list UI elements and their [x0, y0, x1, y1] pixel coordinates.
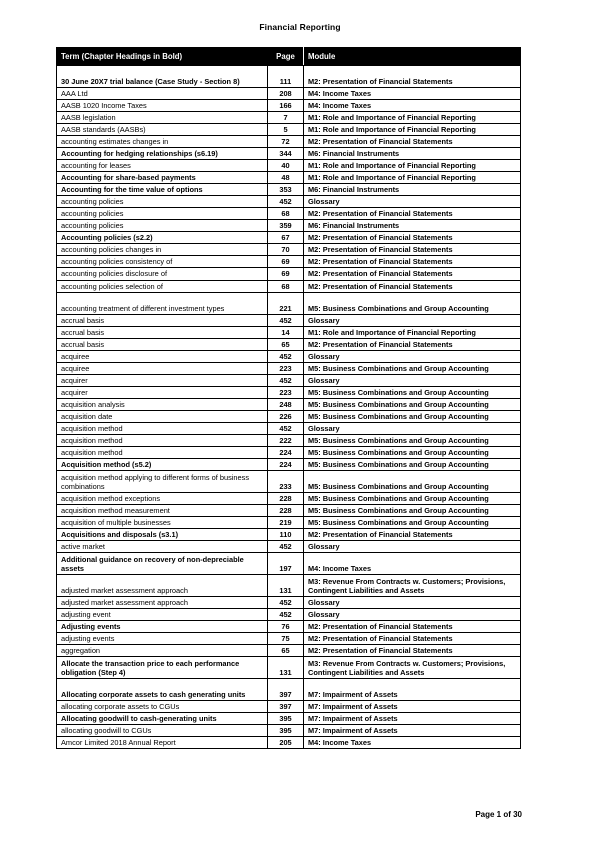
- table-row: [57, 529, 521, 541]
- cell-page: 452: [268, 609, 304, 621]
- table-row: [57, 314, 521, 326]
- cell-page: 69: [268, 268, 304, 280]
- cell-term: Accounting policies (s2.2): [57, 232, 268, 244]
- cell-term: acquisition method: [57, 422, 268, 434]
- table-row: [57, 422, 521, 434]
- cell-module: Glossary: [304, 196, 521, 208]
- cell-page: 344: [268, 148, 304, 160]
- table-row: [57, 517, 521, 529]
- cell-term: AAA Ltd: [57, 88, 268, 100]
- cell-page: 197: [268, 553, 304, 575]
- cell-page: 208: [268, 88, 304, 100]
- table-row: [57, 679, 521, 701]
- cell-module: Glossary: [304, 314, 521, 326]
- cell-module: M5: Business Combinations and Group Accounting: [304, 517, 521, 529]
- cell-module: M1: Role and Importance of Financial Reporting: [304, 172, 521, 184]
- index-table-container: [56, 47, 520, 749]
- table-row: [57, 657, 521, 679]
- table-header: [57, 48, 521, 66]
- cell-page: 452: [268, 196, 304, 208]
- cell-term: Accounting for the time value of options: [57, 184, 268, 196]
- cell-page: 224: [268, 446, 304, 458]
- table-row: [57, 232, 521, 244]
- table-row: [57, 621, 521, 633]
- cell-term: Accounting for share-based payments: [57, 172, 268, 184]
- cell-module: M1: Role and Importance of Financial Reporting: [304, 124, 521, 136]
- cell-term: acquiree: [57, 362, 268, 374]
- cell-page: 228: [268, 504, 304, 516]
- cell-page: 70: [268, 244, 304, 256]
- cell-module: M1: Role and Importance of Financial Reporting: [304, 326, 521, 338]
- cell-page: 395: [268, 725, 304, 737]
- cell-term: Acquisitions and disposals (s3.1): [57, 529, 268, 541]
- cell-term: accounting policies: [57, 220, 268, 232]
- cell-page: 48: [268, 172, 304, 184]
- cell-term: Allocating corporate assets to cash generating units: [57, 679, 268, 701]
- table-row: [57, 374, 521, 386]
- table-row: [57, 737, 521, 749]
- cell-term: adjusting events: [57, 633, 268, 645]
- table-row: [57, 504, 521, 516]
- cell-module: M2: Presentation of Financial Statements: [304, 268, 521, 280]
- cell-page: 452: [268, 422, 304, 434]
- cell-term: aggregation: [57, 645, 268, 657]
- cell-module: M7: Impairment of Assets: [304, 725, 521, 737]
- table-row: [57, 100, 521, 112]
- cell-module: M1: Role and Importance of Financial Reporting: [304, 112, 521, 124]
- cell-page: 131: [268, 575, 304, 597]
- cell-page: 5: [268, 124, 304, 136]
- cell-term: allocating corporate assets to CGUs: [57, 701, 268, 713]
- cell-module: M2: Presentation of Financial Statements: [304, 280, 521, 292]
- table-row: [57, 292, 521, 314]
- cell-term: accounting policies selection of: [57, 280, 268, 292]
- cell-page: 219: [268, 517, 304, 529]
- cell-page: 226: [268, 410, 304, 422]
- cell-page: 205: [268, 737, 304, 749]
- cell-page: 221: [268, 292, 304, 314]
- table-row: [57, 112, 521, 124]
- table-row: [57, 446, 521, 458]
- cell-module: M3: Revenue From Contracts w. Customers; Provisions, Contingent Liabilities and Assets: [304, 575, 521, 597]
- cell-page: 76: [268, 621, 304, 633]
- cell-page: 395: [268, 713, 304, 725]
- cell-module: Glossary: [304, 374, 521, 386]
- cell-module: Glossary: [304, 541, 521, 553]
- cell-term: Additional guidance on recovery of non-depreciable assets: [57, 553, 268, 575]
- cell-page: 75: [268, 633, 304, 645]
- cell-term: acquiree: [57, 350, 268, 362]
- cell-term: active market: [57, 541, 268, 553]
- cell-module: M2: Presentation of Financial Statements: [304, 645, 521, 657]
- cell-module: M5: Business Combinations and Group Accounting: [304, 434, 521, 446]
- cell-page: 222: [268, 434, 304, 446]
- cell-page: 40: [268, 160, 304, 172]
- cell-term: AASB legislation: [57, 112, 268, 124]
- cell-module: M6: Financial Instruments: [304, 184, 521, 196]
- page-footer-text: Page 1 of 30: [475, 810, 522, 819]
- table-row: [57, 268, 521, 280]
- column-header-module: Module: [304, 48, 521, 66]
- table-row: [57, 220, 521, 232]
- table-row: [57, 362, 521, 374]
- table-row: [57, 136, 521, 148]
- cell-term: accrual basis: [57, 314, 268, 326]
- cell-module: M5: Business Combinations and Group Accounting: [304, 398, 521, 410]
- page-header-title: Financial Reporting: [259, 22, 341, 32]
- table-row: [57, 256, 521, 268]
- table-row: [57, 725, 521, 737]
- cell-term: Accounting for hedging relationships (s6.19): [57, 148, 268, 160]
- cell-term: adjusted market assessment approach: [57, 597, 268, 609]
- cell-module: Glossary: [304, 350, 521, 362]
- cell-term: Adjusting events: [57, 621, 268, 633]
- cell-page: 131: [268, 657, 304, 679]
- cell-term: 30 June 20X7 trial balance (Case Study - Section 8): [57, 66, 268, 88]
- table-row: [57, 124, 521, 136]
- cell-term: accounting policies: [57, 208, 268, 220]
- cell-term: acquisition method: [57, 446, 268, 458]
- table-row: [57, 172, 521, 184]
- table-row: [57, 645, 521, 657]
- cell-page: 223: [268, 362, 304, 374]
- table-row: [57, 196, 521, 208]
- cell-module: M4: Income Taxes: [304, 88, 521, 100]
- cell-module: M7: Impairment of Assets: [304, 701, 521, 713]
- table-row: [57, 492, 521, 504]
- cell-page: 452: [268, 314, 304, 326]
- table-body: [57, 66, 521, 749]
- cell-page: 111: [268, 66, 304, 88]
- cell-module: M5: Business Combinations and Group Accounting: [304, 458, 521, 470]
- cell-module: M2: Presentation of Financial Statements: [304, 338, 521, 350]
- cell-page: 452: [268, 541, 304, 553]
- table-row: [57, 609, 521, 621]
- cell-term: acquirer: [57, 374, 268, 386]
- table-row: [57, 701, 521, 713]
- cell-term: accounting for leases: [57, 160, 268, 172]
- cell-module: M2: Presentation of Financial Statements: [304, 529, 521, 541]
- table-row: [57, 148, 521, 160]
- table-row: [57, 458, 521, 470]
- cell-module: M5: Business Combinations and Group Accounting: [304, 410, 521, 422]
- cell-page: 224: [268, 458, 304, 470]
- cell-module: M2: Presentation of Financial Statements: [304, 256, 521, 268]
- column-header-page: Page: [268, 48, 304, 66]
- cell-module: M2: Presentation of Financial Statements: [304, 136, 521, 148]
- column-header-term: Term (Chapter Headings in Bold): [57, 48, 268, 66]
- cell-term: acquisition analysis: [57, 398, 268, 410]
- cell-term: Acquisition method (s5.2): [57, 458, 268, 470]
- table-row: [57, 338, 521, 350]
- cell-term: Allocate the transaction price to each performance obligation (Step 4): [57, 657, 268, 679]
- cell-term: accounting policies disclosure of: [57, 268, 268, 280]
- cell-module: M5: Business Combinations and Group Accounting: [304, 470, 521, 492]
- cell-page: 397: [268, 679, 304, 701]
- cell-term: acquisition date: [57, 410, 268, 422]
- cell-page: 452: [268, 374, 304, 386]
- cell-term: accrual basis: [57, 338, 268, 350]
- cell-page: 67: [268, 232, 304, 244]
- cell-term: AASB standards (AASBs): [57, 124, 268, 136]
- cell-page: 72: [268, 136, 304, 148]
- cell-module: Glossary: [304, 609, 521, 621]
- table-row: [57, 184, 521, 196]
- cell-module: M2: Presentation of Financial Statements: [304, 232, 521, 244]
- table-row: [57, 470, 521, 492]
- cell-page: 166: [268, 100, 304, 112]
- cell-module: M6: Financial Instruments: [304, 148, 521, 160]
- cell-module: M5: Business Combinations and Group Accounting: [304, 386, 521, 398]
- cell-page: 452: [268, 597, 304, 609]
- table-header-row: [57, 48, 521, 66]
- table-row: [57, 326, 521, 338]
- cell-term: Allocating goodwill to cash-generating units: [57, 713, 268, 725]
- cell-page: 68: [268, 280, 304, 292]
- cell-page: 69: [268, 256, 304, 268]
- cell-page: 68: [268, 208, 304, 220]
- table-row: [57, 386, 521, 398]
- table-row: [57, 208, 521, 220]
- table-row: [57, 541, 521, 553]
- cell-term: allocating goodwill to CGUs: [57, 725, 268, 737]
- table-row: [57, 553, 521, 575]
- cell-page: 65: [268, 645, 304, 657]
- cell-term: accounting estimates changes in: [57, 136, 268, 148]
- cell-module: M7: Impairment of Assets: [304, 713, 521, 725]
- table-row: [57, 434, 521, 446]
- cell-page: 228: [268, 492, 304, 504]
- cell-term: acquisition of multiple businesses: [57, 517, 268, 529]
- table-row: [57, 88, 521, 100]
- cell-page: 359: [268, 220, 304, 232]
- cell-module: Glossary: [304, 422, 521, 434]
- table-row: [57, 575, 521, 597]
- cell-module: Glossary: [304, 597, 521, 609]
- table-row: [57, 244, 521, 256]
- cell-term: AASB 1020 Income Taxes: [57, 100, 268, 112]
- cell-page: 353: [268, 184, 304, 196]
- cell-page: 452: [268, 350, 304, 362]
- cell-module: M4: Income Taxes: [304, 553, 521, 575]
- cell-term: accrual basis: [57, 326, 268, 338]
- cell-module: M4: Income Taxes: [304, 737, 521, 749]
- table-row: [57, 398, 521, 410]
- cell-term: accounting policies consistency of: [57, 256, 268, 268]
- cell-page: 233: [268, 470, 304, 492]
- cell-module: M2: Presentation of Financial Statements: [304, 66, 521, 88]
- cell-module: M7: Impairment of Assets: [304, 679, 521, 701]
- cell-term: accounting policies changes in: [57, 244, 268, 256]
- cell-term: acquirer: [57, 386, 268, 398]
- cell-module: M5: Business Combinations and Group Accounting: [304, 504, 521, 516]
- table-row: [57, 350, 521, 362]
- cell-page: 65: [268, 338, 304, 350]
- cell-page: 14: [268, 326, 304, 338]
- index-table: [56, 47, 521, 749]
- table-row: [57, 280, 521, 292]
- cell-term: acquisition method: [57, 434, 268, 446]
- cell-term: accounting treatment of different investment types: [57, 292, 268, 314]
- table-row: [57, 713, 521, 725]
- cell-module: M2: Presentation of Financial Statements: [304, 244, 521, 256]
- table-row: [57, 160, 521, 172]
- cell-term: acquisition method applying to different forms of business combinations: [57, 470, 268, 492]
- table-row: [57, 597, 521, 609]
- cell-page: 397: [268, 701, 304, 713]
- cell-module: M4: Income Taxes: [304, 100, 521, 112]
- cell-term: acquisition method exceptions: [57, 492, 268, 504]
- cell-module: M2: Presentation of Financial Statements: [304, 208, 521, 220]
- cell-page: 223: [268, 386, 304, 398]
- cell-term: adjusting event: [57, 609, 268, 621]
- cell-term: accounting policies: [57, 196, 268, 208]
- cell-module: M2: Presentation of Financial Statements: [304, 621, 521, 633]
- cell-module: M6: Financial Instruments: [304, 220, 521, 232]
- cell-module: M3: Revenue From Contracts w. Customers; Provisions, Contingent Liabilities and Assets: [304, 657, 521, 679]
- cell-page: 7: [268, 112, 304, 124]
- table-row: [57, 410, 521, 422]
- cell-page: 110: [268, 529, 304, 541]
- table-row: [57, 633, 521, 645]
- cell-module: M5: Business Combinations and Group Accounting: [304, 446, 521, 458]
- cell-module: M5: Business Combinations and Group Accounting: [304, 362, 521, 374]
- cell-term: adjusted market assessment approach: [57, 575, 268, 597]
- table-row: [57, 66, 521, 88]
- cell-page: 248: [268, 398, 304, 410]
- cell-module: M5: Business Combinations and Group Accounting: [304, 292, 521, 314]
- cell-term: acquisition method measurement: [57, 504, 268, 516]
- cell-module: M2: Presentation of Financial Statements: [304, 633, 521, 645]
- cell-module: M1: Role and Importance of Financial Reporting: [304, 160, 521, 172]
- cell-term: Amcor Limited 2018 Annual Report: [57, 737, 268, 749]
- cell-module: M5: Business Combinations and Group Accounting: [304, 492, 521, 504]
